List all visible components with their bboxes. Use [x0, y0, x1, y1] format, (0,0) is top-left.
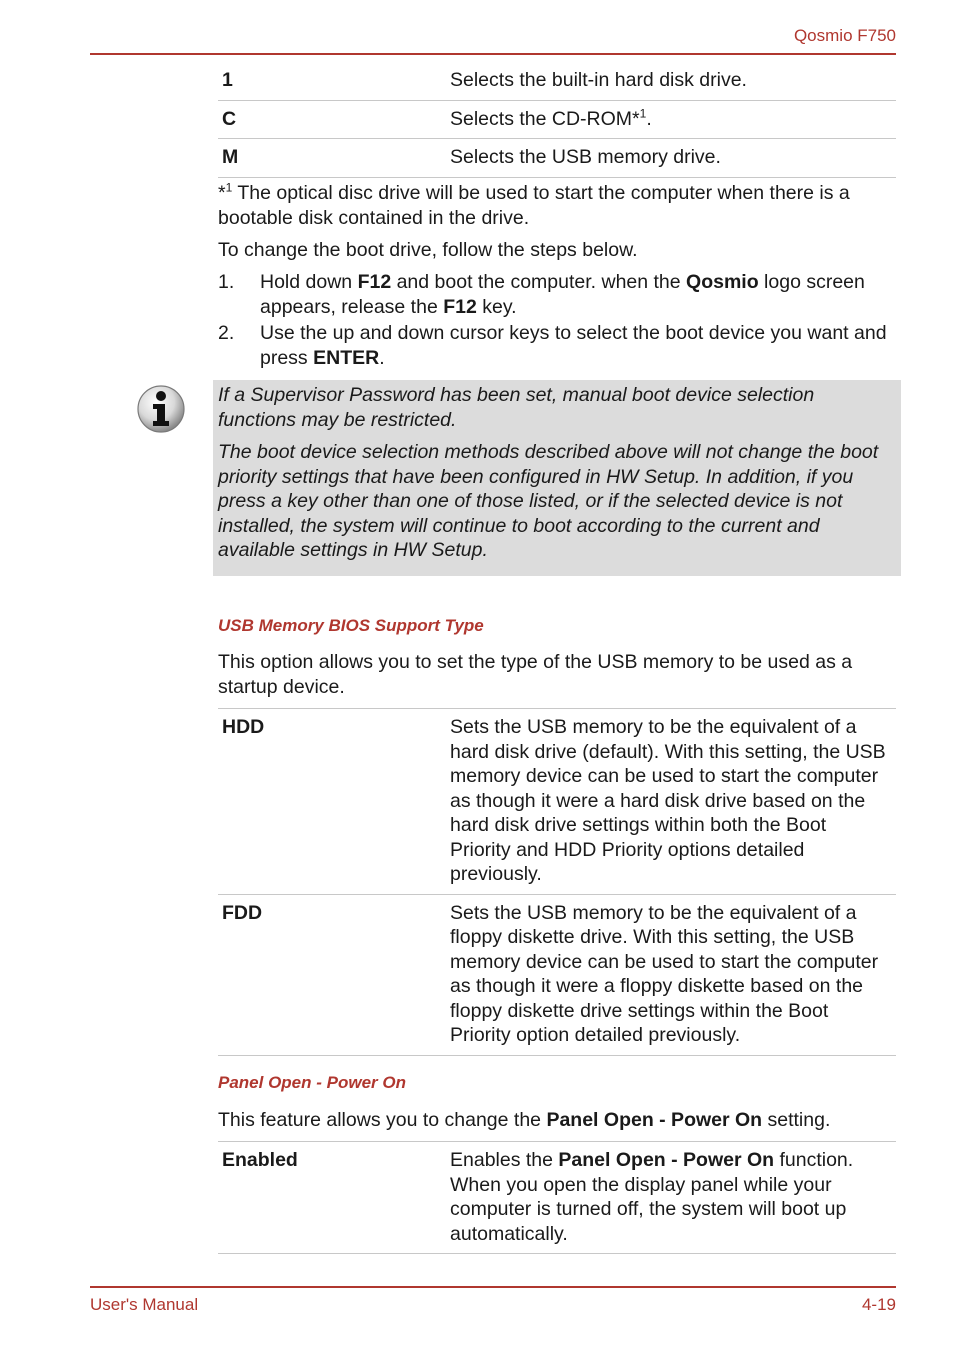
- panel-option-table: [218, 1141, 896, 1254]
- key-cell: Enabled: [218, 1142, 446, 1254]
- table-row: [218, 62, 896, 100]
- usb-table-wrap: [218, 708, 896, 1056]
- desc-cell: Selects the built-in hard disk drive.: [446, 62, 896, 100]
- usb-intro-text: This option allows you to set the type of the USB memory to be used as a startup device.: [218, 651, 853, 698]
- key-cell: HDD: [218, 709, 446, 895]
- step-text: key.: [476, 295, 517, 318]
- list-item: [218, 270, 896, 319]
- section-heading: Panel Open - Power On: [218, 1073, 406, 1092]
- key-name: ENTER: [313, 346, 380, 369]
- section-heading: USB Memory BIOS Support Type: [218, 616, 484, 635]
- footnote-text: The optical disc drive will be used to start the computer when there is a bootable disk contained in the drive.: [218, 182, 850, 229]
- setting-name: Panel Open - Power On: [558, 1149, 775, 1171]
- page-number: 4-19: [861, 1295, 896, 1314]
- key-name: F12: [443, 295, 477, 318]
- steps-list: [218, 270, 896, 370]
- footer-manual-title: User's Manual: [90, 1295, 199, 1314]
- key-cell: C: [218, 100, 446, 139]
- note-paragraph: If a Supervisor Password has been set, manual boot device selection functions may be restricted.: [218, 384, 815, 431]
- desc-cell: [446, 100, 896, 139]
- usb-section-intro: [218, 650, 896, 699]
- desc-text: function. When you open the display panel while your computer is turned off, the system will boot up automatically.: [450, 1149, 854, 1245]
- panel-section-heading-wrap: [218, 1071, 896, 1096]
- step-text: Hold down: [260, 271, 358, 293]
- footnote-ref: 1: [639, 106, 647, 120]
- key-name: F12: [357, 271, 392, 293]
- note-box: [213, 380, 901, 576]
- change-intro-text: To change the boot drive, follow the steps below.: [218, 239, 638, 261]
- note-text: [218, 383, 893, 563]
- table-row: [218, 100, 896, 139]
- boot-keys-table: [218, 62, 896, 178]
- desc-cell: Sets the USB memory to be the equivalent of a floppy diskette drive. With this setting, the USB memory device can be used to start the computer as though it were a floppy diskette based on the floppy diskette drive settings within the Boot Priority option detailed previously.: [446, 894, 896, 1055]
- intro-text: setting.: [762, 1109, 831, 1131]
- footnote-number: 1: [225, 180, 233, 195]
- desc-cell: [446, 1142, 896, 1254]
- step-text: .: [379, 346, 385, 369]
- desc-text: Selects the CD-ROM*: [450, 107, 640, 130]
- key-cell: M: [218, 139, 446, 178]
- intro-text: This feature allows you to change the: [218, 1109, 547, 1131]
- change-intro: [218, 238, 896, 263]
- table-row: [218, 1142, 896, 1254]
- running-header-title: Qosmio F750: [793, 26, 896, 45]
- brand-name: Qosmio: [686, 271, 759, 293]
- setting-name: Panel Open - Power On: [546, 1109, 763, 1131]
- table-row: [218, 894, 896, 1055]
- table-row: [218, 139, 896, 178]
- usb-section-heading-wrap: [218, 614, 896, 639]
- footnote: [218, 181, 896, 230]
- usb-type-table: [218, 708, 896, 1056]
- desc-suffix: .: [646, 107, 652, 130]
- table-row: [218, 709, 896, 895]
- desc-text: Enables the: [450, 1149, 559, 1171]
- panel-section-intro: [218, 1108, 896, 1133]
- desc-cell: Selects the USB memory drive.: [446, 139, 896, 178]
- note-paragraph: The boot device selection methods described above will not change the boot priority settings that have been configured in HW Setup. In addition, if you press a key other than one of those listed, or if the selected device is not installed, the system will continue to boot according to the current and available settings in HW Setup.: [218, 441, 879, 561]
- panel-table-wrap: [218, 1141, 896, 1254]
- step-text: and boot the computer. when the: [391, 271, 687, 293]
- key-cell: 1: [218, 62, 446, 100]
- header-rule: [90, 53, 896, 55]
- steps-list-wrap: [218, 270, 896, 372]
- footer-rule: [90, 1286, 896, 1288]
- key-cell: FDD: [218, 894, 446, 1055]
- step-number: 1.: [218, 271, 235, 293]
- desc-cell: Sets the USB memory to be the equivalent of a hard disk drive (default). With this setting, the USB memory device can be used to start the computer as though it were a hard disk drive based on the hard disk drive settings within both the Boot Priority and HDD Priority options detailed previously.: [446, 709, 896, 895]
- step-number: 2.: [218, 322, 235, 344]
- list-item: [218, 321, 896, 370]
- step-text: Use the up and down cursor keys to select the boot device you want and press: [260, 322, 887, 369]
- info-icon: [136, 384, 186, 434]
- step-text: logo screen appears, release the: [260, 271, 865, 318]
- boot-keys-table-wrap: [218, 62, 896, 178]
- footnote-mark: *: [218, 182, 226, 204]
